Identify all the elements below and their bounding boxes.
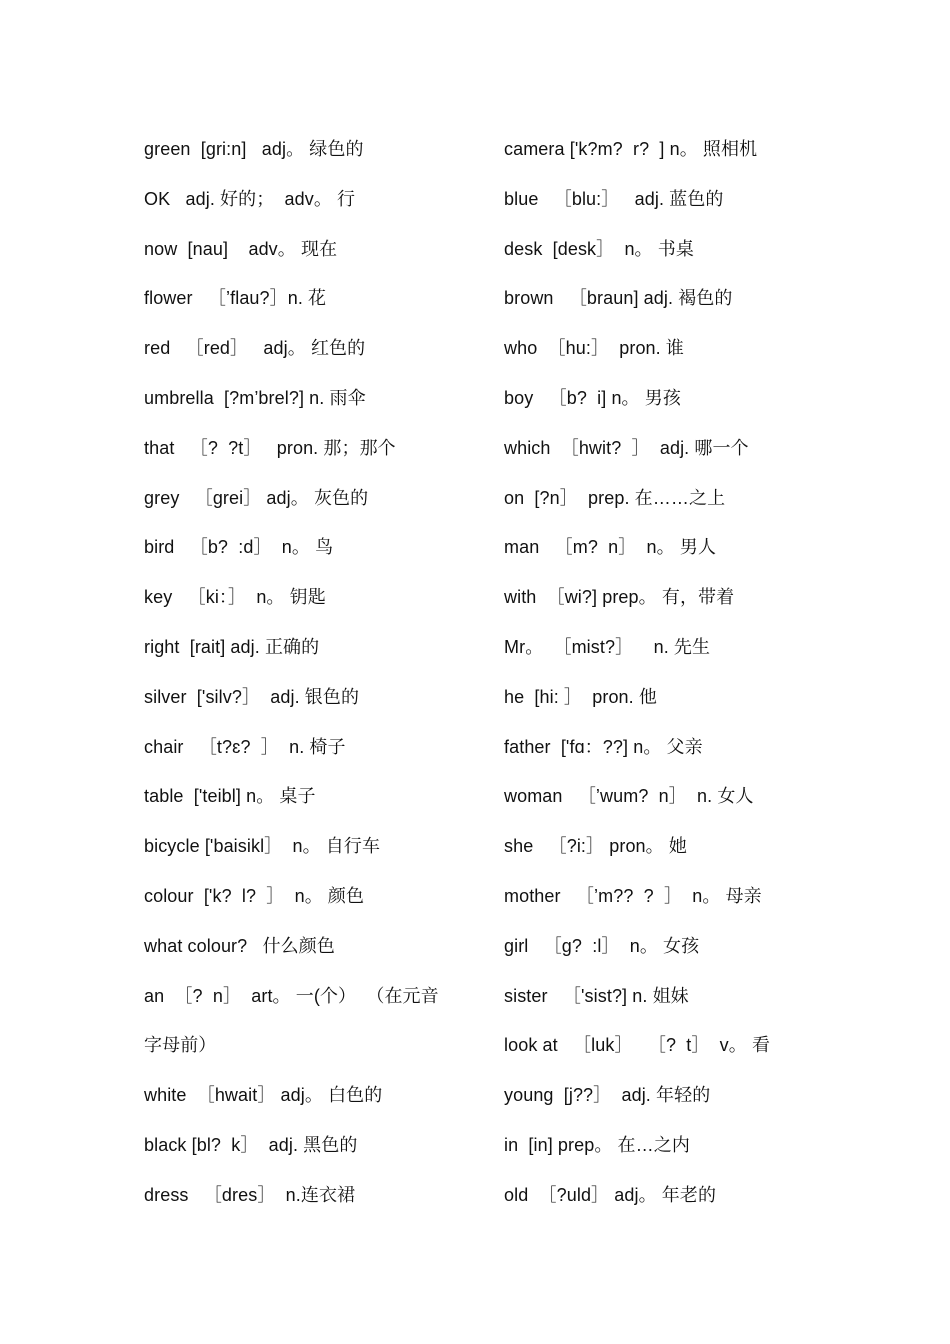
- vocab-entry: now [nau] adv。 现在: [144, 238, 338, 259]
- vocab-entry: red ［red］ adj。 红色的: [144, 338, 366, 359]
- vocab-entry: sister ［'sist?] n. 姐妹: [504, 985, 689, 1006]
- vocab-entry: mother ［’m?? ? ］ n。 母亲: [504, 885, 762, 906]
- vocab-entry: green [gri:n] adj。 绿色的: [144, 139, 364, 159]
- vocab-entry-continuation: 字母前）: [144, 1035, 217, 1056]
- vocab-entry: table ['teibl] n。 桌子: [144, 786, 316, 807]
- vocab-entry: bicycle ['baisikl］ n。 自行车: [144, 836, 381, 857]
- vocab-entry: black [bl? k］ adj. 黑色的: [144, 1134, 358, 1155]
- vocab-entry: desk [desk］ n。 书桌: [504, 238, 694, 259]
- vocab-entry: she ［?i:］ pron。 她: [504, 836, 687, 857]
- right-vocabulary-column: [504, 136, 834, 1232]
- vocab-entry: umbrella [?m’brel?] n. 雨伞: [144, 387, 366, 408]
- vocab-entry: he [hi: ］ pron. 他: [504, 686, 657, 707]
- vocab-entry: colour ['k? l? ］ n。 颜色: [144, 885, 365, 906]
- vocab-entry: father ['fɑ：??] n。 父亲: [504, 736, 703, 757]
- vocab-entry: OK adj. 好的； adv。 行: [144, 188, 356, 209]
- vocab-entry: grey ［grei］ adj。 灰色的: [144, 487, 369, 508]
- vocab-entry: key ［ki：］ n。 钥匙: [144, 587, 326, 608]
- vocab-entry: in [in] prep。 在…之内: [504, 1134, 690, 1155]
- vocab-entry: right [rait] adj. 正确的: [144, 636, 320, 657]
- left-vocabulary-column: [144, 136, 484, 1232]
- vocab-entry: bird ［b? :d］ n。 鸟: [144, 537, 334, 558]
- vocab-entry: what colour? 什么颜色: [144, 935, 335, 956]
- vocab-entry: man ［m? n］ n。 男人: [504, 537, 717, 558]
- vocab-entry: which ［hwit? ］ adj. 哪一个: [504, 437, 749, 458]
- vocab-entry: who ［hu:］ pron. 谁: [504, 338, 684, 359]
- vocab-entry: silver ['silv?］ adj. 银色的: [144, 686, 360, 707]
- vocab-entry: white ［hwait］ adj。 白色的: [144, 1085, 383, 1106]
- vocab-entry: girl ［g? :l］ n。 女孩: [504, 935, 700, 956]
- vocab-entry: look at ［luk］ ［? t］ v。 看: [504, 1035, 771, 1056]
- vocab-entry: dress ［dres］ n.连衣裙: [144, 1184, 356, 1205]
- vocab-entry: Mr。 ［mist?］ n. 先生: [504, 636, 711, 657]
- vocab-entry: on [?n］ prep. 在……之上: [504, 487, 726, 508]
- vocab-entry: woman ［’wum? n］ n. 女人: [504, 786, 754, 807]
- vocab-entry: that ［? ?t］ pron. 那；那个: [144, 437, 396, 458]
- vocab-entry: with ［wi?] prep。 有，带着: [504, 587, 735, 608]
- vocab-entry: flower ［’flau?］n. 花: [144, 288, 327, 309]
- vocab-entry: blue ［blu:］ adj. 蓝色的: [504, 188, 724, 209]
- vocab-entry: boy ［b? i] n。 男孩: [504, 387, 681, 408]
- vocab-entry: young [j??］ adj. 年轻的: [504, 1085, 711, 1106]
- vocab-entry: chair ［t?ɛ? ］ n. 椅子: [144, 736, 346, 757]
- vocab-entry: brown ［braun] adj. 褐色的: [504, 288, 733, 309]
- vocab-entry: old ［?uld］ adj。 年老的: [504, 1184, 717, 1205]
- vocab-entry: an ［? n］ art。 一(个） （在元音: [144, 985, 439, 1006]
- vocab-entry: camera ['k?m? r? ] n。 照相机: [504, 139, 758, 159]
